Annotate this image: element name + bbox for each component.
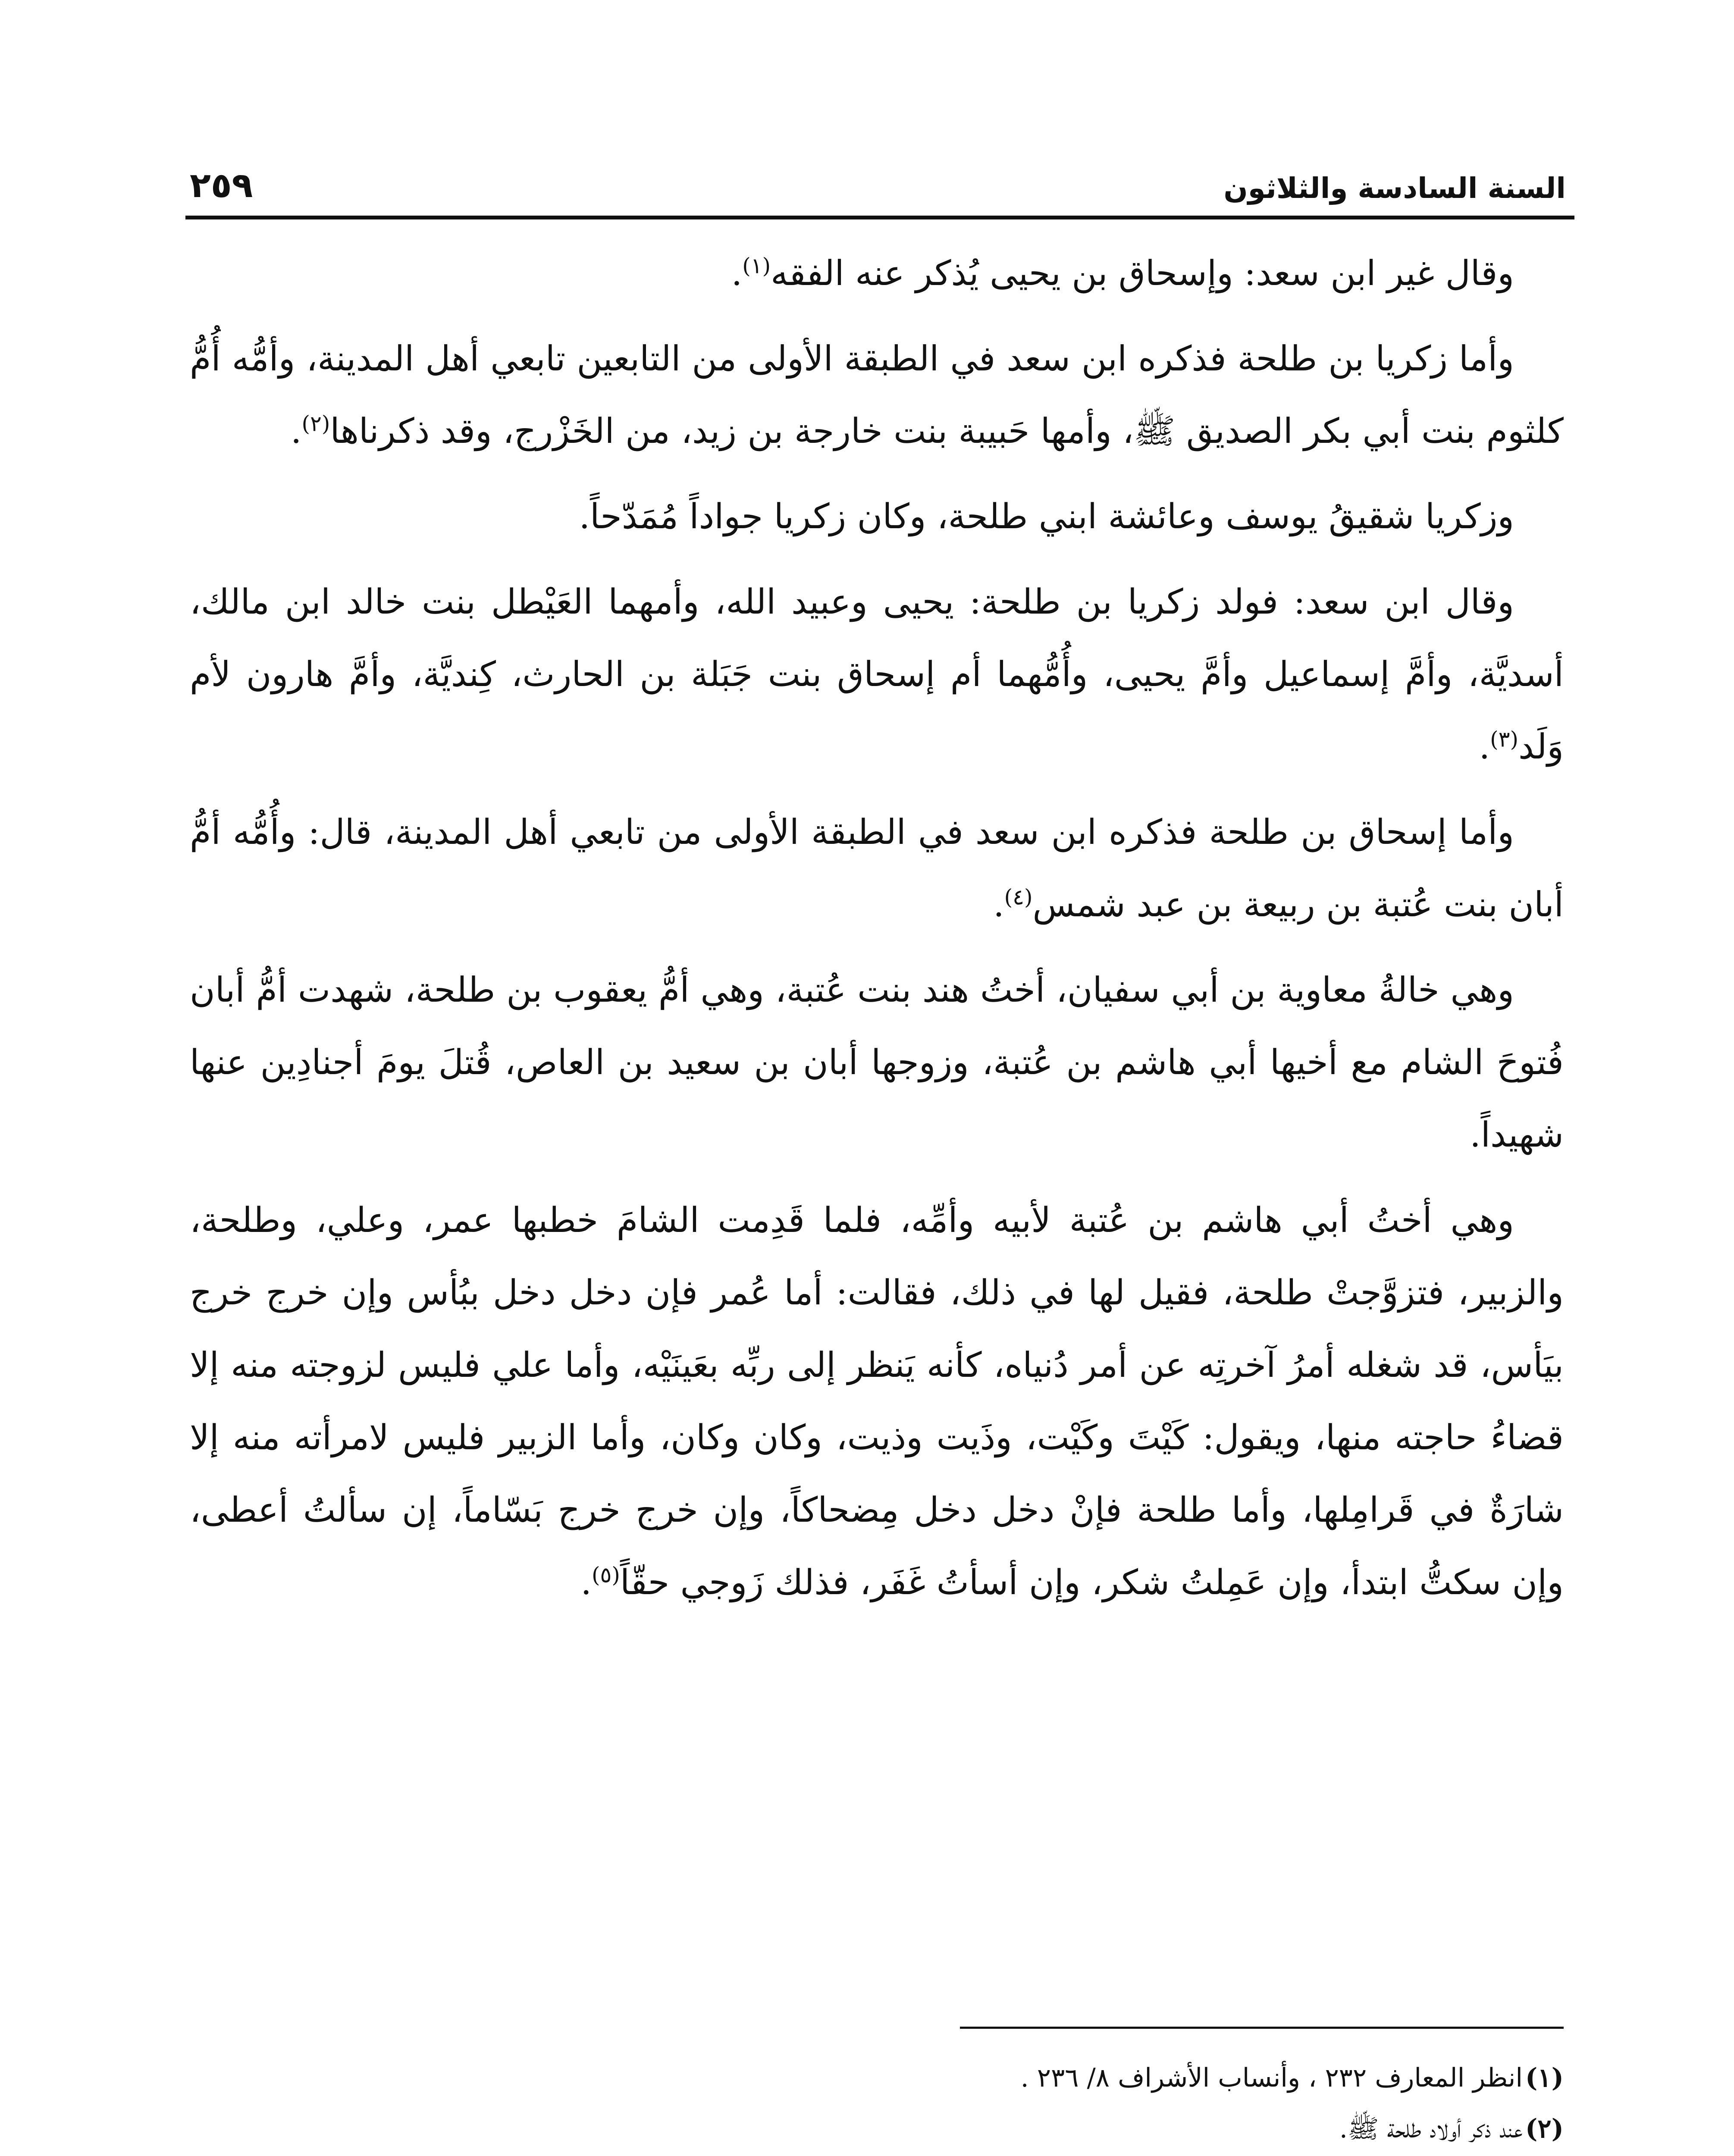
footnote-ref: (٣) — [1490, 727, 1518, 752]
paragraph-end: . — [1479, 727, 1490, 767]
paragraph-text: وهي خالةُ معاوية بن أبي سفيان، أختُ هند بنت عُتبة، وهي أمُّ يعقوب بن طلحة، شهدت أمُّ أبان فُتوحَ الشام مع أخيها أبي هاشم بن عُتبة، وزوجها أبان بن سعيد بن العاص، قُتلَ يومَ أجنادِين عنها شهيداً. — [190, 970, 1564, 1155]
footnote-number: (١) — [1525, 2063, 1564, 2093]
paragraph — [190, 323, 1564, 467]
paragraph — [190, 566, 1564, 783]
paragraph — [190, 1184, 1564, 1619]
footnote-text — [190, 2154, 1523, 2156]
footnote-text: انظر المعارف ٢٣٢ ، وأنساب الأشراف ٨/ ٢٣٦ . — [1020, 2063, 1523, 2093]
paragraph-end: . — [993, 884, 1004, 924]
paragraph-end: . — [291, 411, 302, 451]
footnote-number — [1523, 2154, 1564, 2156]
footnote-number: (٢) — [1525, 2114, 1564, 2144]
footnote — [190, 2053, 1564, 2103]
page-number: ٢٥٩ — [190, 165, 253, 205]
footnotes — [190, 2053, 1564, 2156]
paragraph-text: وزكريا شقيقُ يوسف وعائشة ابني طلحة، وكان زكريا جواداً مُمَدّحاً. — [579, 496, 1514, 536]
paragraph — [190, 480, 1564, 553]
paragraph-text: وأما إسحاق بن طلحة فذكره ابن سعد في الطبقة الأولى من تابعي أهل المدينة، قال: وأُمُّه أمُّ أبان بنت عُتبة بن ربيعة بن عبد شمس — [190, 812, 1564, 924]
footnote — [190, 2103, 1564, 2154]
paragraph-end: . — [580, 1562, 592, 1602]
header-rule — [185, 216, 1574, 219]
paragraph — [190, 237, 1564, 310]
footnote — [190, 2154, 1564, 2156]
footnote-ref: (٥) — [591, 1562, 620, 1588]
running-title: السنة السادسة والثلاثون — [1223, 172, 1566, 205]
footnote-text: عند ذكر أولاد طلحة ﷺ. — [1339, 2114, 1523, 2144]
paragraph-end: . — [731, 253, 743, 293]
paragraph-text: وقال غير ابن سعد: وإسحاق بن يحيى يُذكر عنه الفقه — [771, 253, 1514, 293]
footnote-ref: (٢) — [301, 411, 330, 436]
footnote-separator — [960, 2027, 1564, 2029]
paragraph-text: وقال ابن سعد: فولد زكريا بن طلحة: يحيى وعبيد الله، وأمهما العَيْطل بنت خالد ابن مالك، أسديَّة، وأمَّ إسماعيل وأمَّ يحيى، وأُمُّهما أم إسحاق بنت جَبَلة بن الحارث، كِنديَّة، وأمَّ هارون لأم وَلَد — [190, 582, 1564, 767]
paragraph-text: وأما زكريا بن طلحة فذكره ابن سعد في الطبقة الأولى من التابعين تابعي أهل المدينة، وأمُّه أُمُّ كلثوم بنت أبي بكر الصديق ﷺ، وأمها حَبيبة بنت خارجة بن زيد، من الخَزْرج، وقد ذكرناها — [190, 338, 1564, 451]
paragraph-text: وهي أختُ أبي هاشم بن عُتبة لأبيه وأمِّه، فلما قَدِمت الشامَ خطبها عمر، وعلي، وطلحة، والزبير، فتزوَّجتْ طلحة، فقيل لها في ذلك، فقالت: أما عُمر فإن دخل دخل ببُأس وإن خرج خرج بيَأس، قد شغله أمرُ آخرتِه عن أمر دُنياه، كأنه يَنظر إلى ربِّه بعَينَيْه، وأما علي فليس لزوجته منه إلا قضاءُ حاجته منها، ويقول: كَيْتَ وكَيْت، وذَيت وذيت، وكان وكان، وأما الزبير فليس لامرأته منه إلا شارَةٌ في قَرامِلها، وأما طلحة فإنْ دخل دخل مِضحاكاً، وإن خرج خرج بَسّاماً، إن سألتُ أعطى، وإن سكتُّ ابتدأ، وإن عَمِلتُ شكر، وإن أسأتُ غَفَر، فذلك زَوجي حقّاً — [190, 1200, 1564, 1602]
footnote-ref: (٤) — [1004, 884, 1033, 910]
footnote-ref: (١) — [742, 253, 771, 279]
paragraph — [190, 796, 1564, 941]
paragraph — [190, 954, 1564, 1171]
main-text — [190, 237, 1564, 1619]
page-header — [190, 129, 1566, 203]
